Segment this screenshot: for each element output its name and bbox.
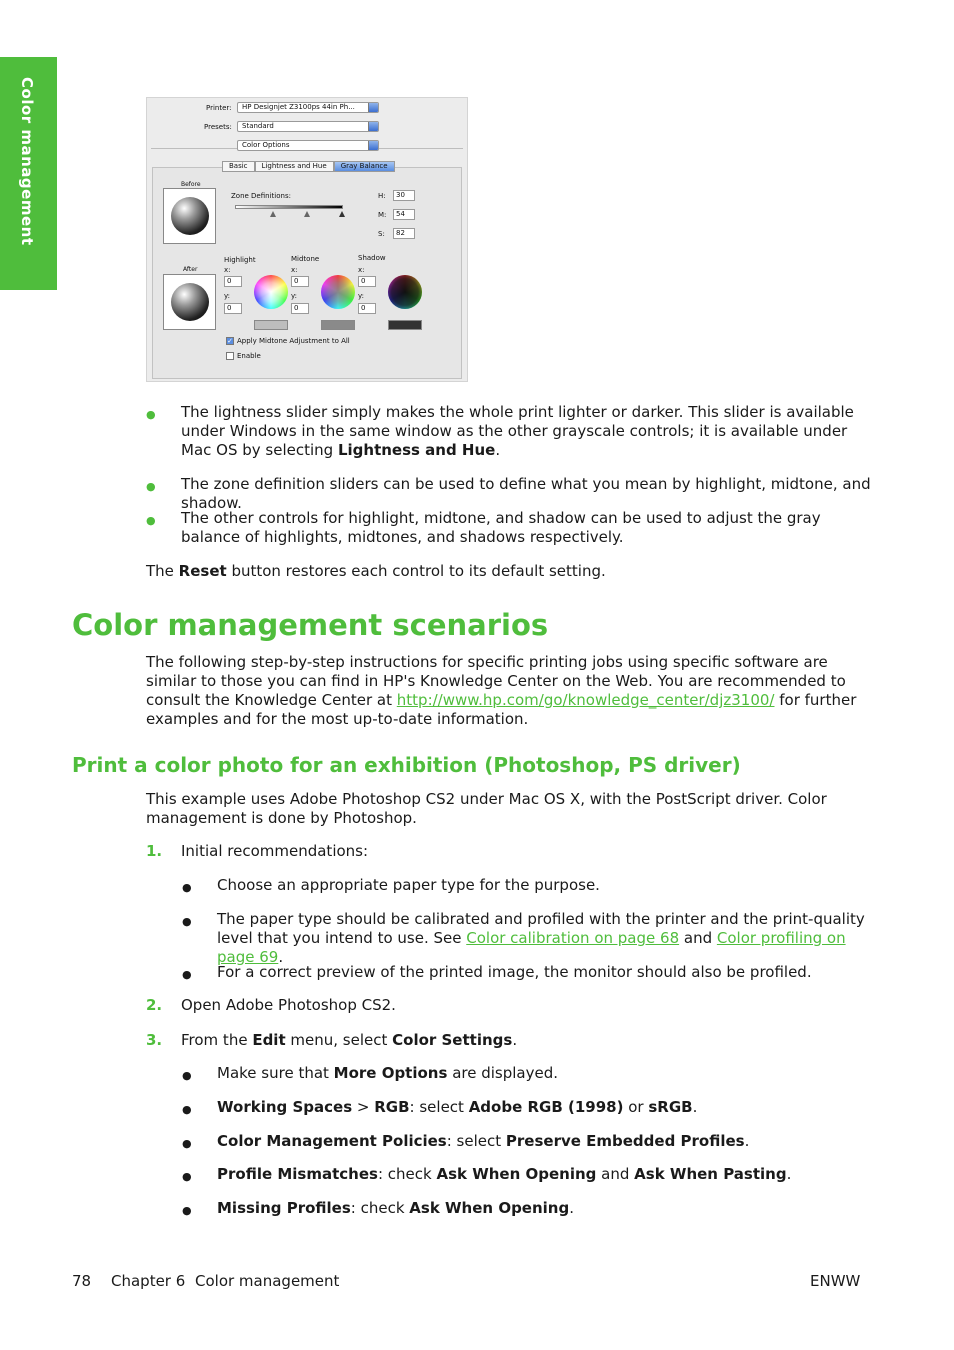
color-calibration-link[interactable]: Color calibration on page 68 xyxy=(466,929,680,947)
highlight-x-field[interactable]: 0 xyxy=(224,276,242,287)
list-item: The zone definition sliders can be used to define what you mean by highlight, midtone, and shadow. xyxy=(181,475,871,512)
shadow-slider-knob[interactable] xyxy=(339,211,345,217)
shadow-x-field[interactable]: 0 xyxy=(358,276,376,287)
midtone-color-wheel[interactable] xyxy=(321,275,355,309)
page-number: 78 xyxy=(72,1272,92,1290)
list-item: Missing Profiles: check Ask When Opening. xyxy=(217,1199,574,1217)
bullet-icon: ● xyxy=(146,514,156,527)
midtone-x-field[interactable]: 0 xyxy=(291,276,309,287)
tab-basic[interactable]: Basic xyxy=(222,161,255,172)
sphere-image xyxy=(171,197,209,235)
step-text: Initial recommendations: xyxy=(181,842,369,860)
gray-balance-dialog-screenshot xyxy=(146,97,468,382)
presets-select[interactable]: Standard xyxy=(237,121,379,132)
bullet-icon: ● xyxy=(182,1170,192,1183)
zone-slider-track[interactable] xyxy=(235,205,343,209)
midtone-x-label: x: xyxy=(291,266,298,274)
footer-title: Color management xyxy=(195,1272,340,1290)
footer-chapter: Chapter 6 xyxy=(111,1272,186,1290)
bullet-icon: ● xyxy=(146,408,156,421)
zone-definitions-label: Zone Definitions: xyxy=(231,192,291,200)
list-item: The other controls for highlight, midtone, and shadow can be used to adjust the gray balance of highlights, midtones, and shadows respectively. xyxy=(181,509,821,546)
highlight-swatch xyxy=(254,320,288,330)
midtone-y-label: y: xyxy=(291,292,297,300)
list-item: Color Management Policies: select Preserve Embedded Profiles. xyxy=(217,1132,750,1150)
color-profiling-link[interactable]: Color profiling on page 69 xyxy=(217,929,846,966)
intro-paragraph: The following step-by-step instructions for specific printing jobs using specific software are similar to those you can find in HP's Knowledge Center on the Web. You are recommended to consult the Knowledge Center at http://www.hp.com/go/knowledge_center/djz3100/ for further examples and for the most up-to-date information. xyxy=(146,653,857,728)
h-field[interactable]: 30 xyxy=(393,190,415,201)
midtone-swatch xyxy=(321,320,355,330)
highlight-slider-knob[interactable] xyxy=(270,211,276,217)
highlight-y-label: y: xyxy=(224,292,230,300)
shadow-label: Shadow xyxy=(358,254,386,262)
midtone-slider-knob[interactable] xyxy=(304,211,310,217)
m-field[interactable]: 54 xyxy=(393,209,415,220)
list-item: For a correct preview of the printed image, the monitor should also be profiled. xyxy=(217,963,812,981)
bullet-icon: ● xyxy=(182,1204,192,1217)
list-item: Choose an appropriate paper type for the purpose. xyxy=(217,876,600,894)
bullet-icon: ● xyxy=(182,915,192,928)
dialog-tabs xyxy=(222,161,395,172)
chapter-side-tab xyxy=(0,57,57,290)
chevron-down-icon xyxy=(368,103,378,112)
bullet-icon: ● xyxy=(182,1069,192,1082)
highlight-x-label: x: xyxy=(224,266,231,274)
midtone-y-field[interactable]: 0 xyxy=(291,303,309,314)
list-item: Make sure that More Options are displayed. xyxy=(217,1064,558,1082)
chevron-down-icon xyxy=(368,141,378,150)
shadow-x-label: x: xyxy=(358,266,365,274)
m-label: M: xyxy=(378,211,387,219)
after-preview xyxy=(163,274,216,330)
after-label: After xyxy=(183,266,198,273)
panel-select[interactable]: Color Options xyxy=(237,140,379,151)
apply-midtone-checkbox[interactable]: ✓ xyxy=(227,337,233,345)
list-item: Working Spaces > RGB: select Adobe RGB (1998) or sRGB. xyxy=(217,1098,698,1116)
side-tab-label: Color management xyxy=(18,77,36,246)
bullet-icon: ● xyxy=(182,881,192,894)
bullet-icon: ● xyxy=(146,480,156,493)
highlight-label: Highlight xyxy=(224,256,256,264)
enable-label: Enable xyxy=(237,352,261,360)
step-number: 1. xyxy=(146,842,163,860)
apply-midtone-label: Apply Midtone Adjustment to All xyxy=(237,337,350,345)
subsection-heading: Print a color photo for an exhibition (Photoshop, PS driver) xyxy=(72,753,741,777)
chevron-down-icon xyxy=(368,122,378,131)
list-item: Profile Mismatches: check Ask When Opening and Ask When Pasting. xyxy=(217,1165,792,1183)
footer-right: ENWW xyxy=(810,1272,861,1290)
before-label: Before xyxy=(181,181,201,188)
printer-label: Printer: xyxy=(206,104,232,112)
step-number: 2. xyxy=(146,996,163,1014)
shadow-y-field[interactable]: 0 xyxy=(358,303,376,314)
highlight-color-wheel[interactable] xyxy=(254,275,288,309)
example-paragraph: This example uses Adobe Photoshop CS2 under Mac OS X, with the PostScript driver. Color management is done by Photoshop. xyxy=(146,790,827,827)
h-label: H: xyxy=(378,192,386,200)
reset-paragraph: The Reset button restores each control to its default setting. xyxy=(146,562,606,580)
printer-select[interactable]: HP Designjet Z3100ps 44in Ph... xyxy=(237,102,379,113)
step-text: From the Edit menu, select Color Settings. xyxy=(181,1031,518,1049)
list-item: The lightness slider simply makes the whole print lighter or darker. This slider is available under Windows in the same window as the other grayscale controls; it is available under Mac OS by selecting Lightness and Hue. xyxy=(181,403,854,459)
highlight-y-field[interactable]: 0 xyxy=(224,303,242,314)
s-label: S: xyxy=(378,230,385,238)
s-field[interactable]: 82 xyxy=(393,228,415,239)
midtone-label: Midtone xyxy=(291,255,320,263)
list-item: The paper type should be calibrated and profiled with the printer and the print-quality level that you intend to use. See Color calibration on page 68 and Color profiling on page 69. xyxy=(217,910,865,966)
enable-checkbox[interactable] xyxy=(226,352,234,360)
step-text: Open Adobe Photoshop CS2. xyxy=(181,996,396,1014)
shadow-y-label: y: xyxy=(358,292,364,300)
before-preview xyxy=(163,188,216,244)
presets-label: Presets: xyxy=(204,123,232,131)
step-number: 3. xyxy=(146,1031,163,1049)
bullet-icon: ● xyxy=(182,1137,192,1150)
shadow-color-wheel[interactable] xyxy=(388,275,422,309)
section-heading: Color management scenarios xyxy=(72,608,549,642)
tab-lightness-hue[interactable]: Lightness and Hue xyxy=(255,161,334,172)
knowledge-center-link[interactable]: http://www.hp.com/go/knowledge_center/djz3100/ xyxy=(396,691,775,709)
tab-gray-balance[interactable]: Gray Balance xyxy=(334,161,395,172)
shadow-swatch xyxy=(388,320,422,330)
bullet-icon: ● xyxy=(182,1103,192,1116)
sphere-image xyxy=(171,283,209,321)
bullet-icon: ● xyxy=(182,968,192,981)
